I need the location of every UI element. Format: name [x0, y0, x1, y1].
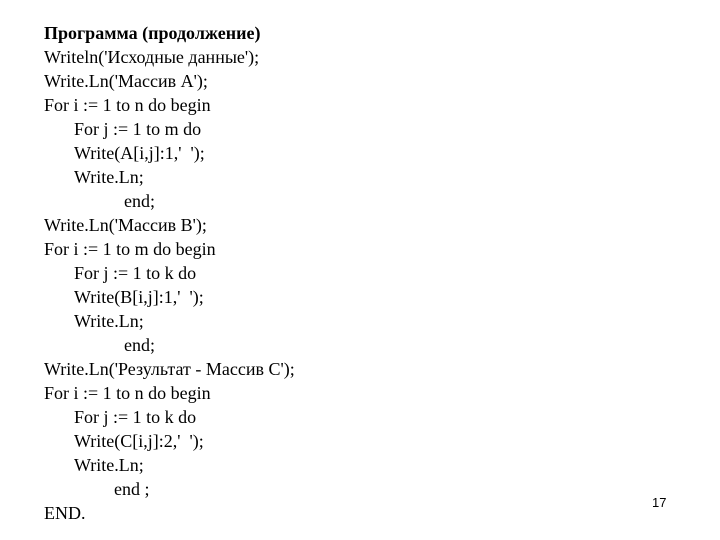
code-line: Write(B[i,j]:1,' ');	[74, 287, 204, 307]
code-line: For i := 1 to n do begin	[44, 95, 211, 115]
code-listing	[44, 45, 295, 525]
code-line: Write(A[i,j]:1,' ');	[74, 143, 205, 163]
slide-title: Программа (продолжение)	[44, 23, 261, 43]
code-line: For i := 1 to m do begin	[44, 239, 216, 259]
code-line: end;	[124, 191, 155, 211]
code-line: Write.Ln('Массив B');	[44, 215, 207, 235]
code-line: Write(C[i,j]:2,' ');	[74, 431, 204, 451]
code-line: For j := 1 to m do	[74, 119, 202, 139]
code-line: Write.Ln('Результат - Массив C');	[44, 359, 295, 379]
code-line: end;	[124, 335, 155, 355]
code-line: Write.Ln;	[74, 311, 144, 331]
code-line: For i := 1 to n do begin	[44, 383, 211, 403]
code-line: end ;	[114, 479, 150, 499]
code-line: Write.Ln;	[74, 455, 144, 475]
code-line: Write.Ln('Массив А');	[44, 71, 208, 91]
code-line: For j := 1 to k do	[74, 263, 197, 283]
code-line: Writeln('Исходные данные');	[44, 47, 260, 67]
page-number: 17	[652, 495, 667, 510]
code-line: Write.Ln;	[74, 167, 144, 187]
code-line: END.	[44, 503, 86, 523]
code-line: For j := 1 to k do	[74, 407, 197, 427]
